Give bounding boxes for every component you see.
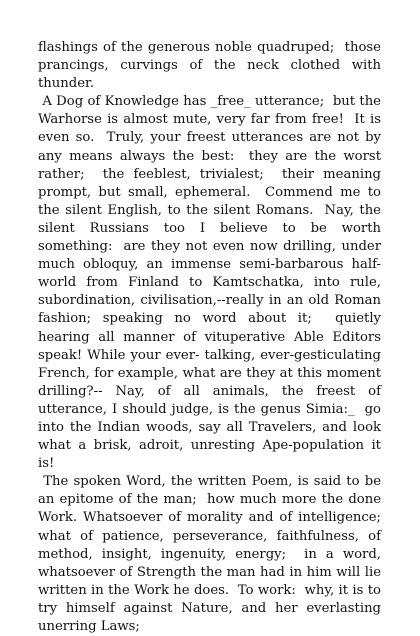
paragraph-2: A Dog of Knowledge has _free_ utterance; but the Warhorse is almost mute, very far from free! It is even so. Truly, your freest utterances are not by any means always the best: they are the worst rather; the feeblest, trivialest; their meaning prompt, but small, ephemeral. Commend me to the silent English, to the silent Romans. Nay, the silent Russians too I believe to be worth something: are they not even now drilling, under much obloquy, an immense semi-barbarous half-world from Finland to Kamtschatka, into rule, subordination, civilisation,--really in an old Roman fashion; speaking no word about it; quietly hearing all manner of vituperative Able Editors speak! While your ever- talking, ever-gesticulating French, for example, what are they at this moment drilling?-- Nay, of all animals, the freest of utterance, I should judge, is the genus Simia:_ go into the Indian woods, say all Travelers, and look what a brisk, adroit, unresting Ape-population it is!: [38, 94, 386, 472]
paragraph-1: flashings of the generous noble quadruped; those prancings, curvings of the neck clothed with thunder.: [38, 40, 386, 92]
paragraph-3: The spoken Word, the written Poem, is said to be an epitome of the man; how much more the done Work. Whatsoever of morality and of intelligence; what of patience, perseverance, faithfulness, of method, insight, ingenuity, energy; in a word, whatsoever of Strength the man had in him will lie written in the Work he does. To work: why, it is to try himself against Nature, and her everlasting unerring Laws;: [38, 474, 390, 634]
document-page: [38, 39, 390, 636]
